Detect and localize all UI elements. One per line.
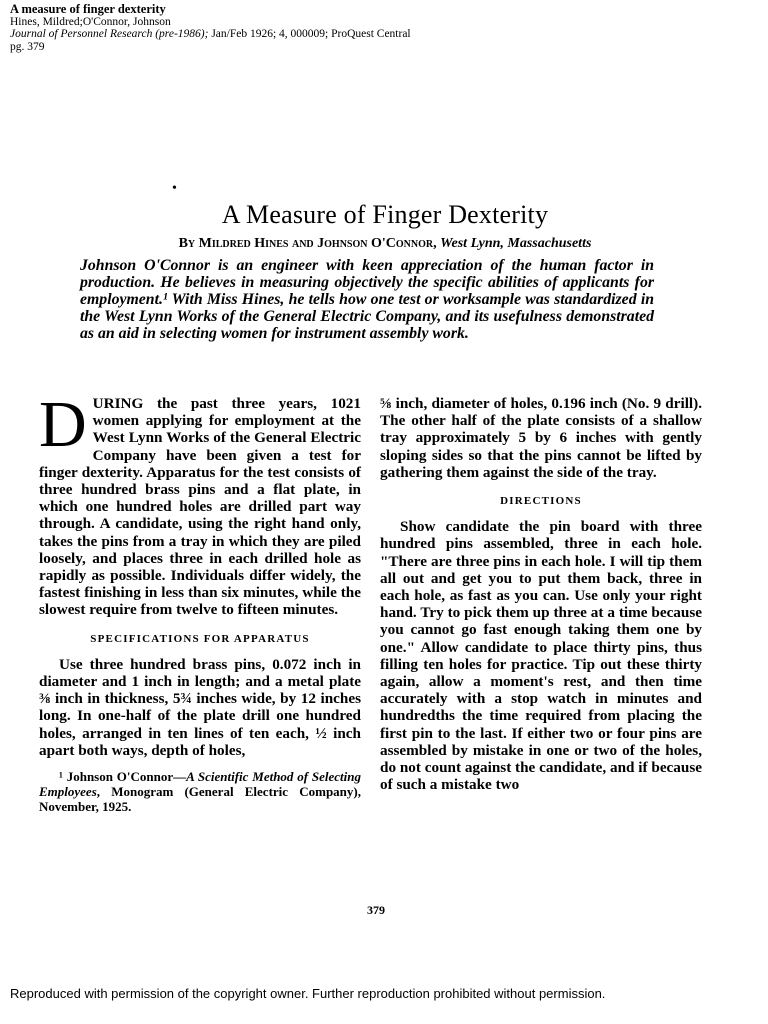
abstract: Johnson O'Connor is an engineer with keen appreciation of the human factor in production. He believes in measuring objectively the specific abilities of applicants for employment.¹ With Miss Hines, he tells how one test or worksample was standardized in the West Lynn Works of the General Electric Company, and its usefulness demonstrated as an aid in selecting women for instrument assembly work.	[80, 257, 654, 342]
byline	[40, 236, 730, 252]
byline-authors: By Mildred Hines and Johnson O'Connor,	[178, 236, 437, 251]
drop-cap: D	[39, 388, 87, 461]
footnote-title: A Scientific Method of Selecting Employees	[39, 769, 361, 800]
permission-footer: Reproduced with permission of the copyright owner. Further reproduction prohibited without permission.	[10, 986, 606, 1001]
footnote	[39, 769, 361, 814]
citation-source	[10, 28, 750, 41]
article-title: A Measure of Finger Dexterity	[221, 200, 549, 229]
paragraph-3: Show candidate the pin board with three hundred pins assembled, three in each hole. "There are three pins in each hole. I will tip them all out and get you to put them back, three in each hole, as fast as you can. Use only your right hand. Try to pick them up three at a time because you cannot go fast enough taking them one by one." Allow candidate to place thirty pins, thus filling ten holes for practice. Tip out these thirty again, allow a moment's rest, and then time accurately with a stop watch in minutes and hundredths the time required from placing the first pin to the last. If either two or four pins are assembled by mistake in one or two of the holes, do not count against the candidate, and if because of such a mistake two	[380, 518, 702, 794]
citation-header	[10, 3, 750, 53]
paragraph-2: Use three hundred brass pins, 0.072 inch in diameter and 1 inch in length; and a metal plate ⅜ inch in thickness, 5¾ inches wide, by 12 inches long. In one-half of the plate drill one hundred holes, arranged in ten lines of ten each, ½ inch apart both ways, depth of holes,	[39, 655, 361, 759]
citation-issue: Jan/Feb 1926; 4, 000009; ProQuest Central	[208, 28, 411, 40]
citation-authors: Hines, Mildred;O'Connor, Johnson	[10, 15, 171, 28]
footnote-lead: ¹ Johnson O'Connor—	[59, 769, 187, 785]
footnote-rest: , Monogram (General Electric Company), November, 1925.	[39, 784, 361, 815]
page-number: 379	[367, 903, 385, 917]
section-heading-directions: DIRECTIONS	[500, 495, 582, 508]
citation-title: A measure of finger dexterity	[10, 2, 166, 16]
paragraph-2-continued: ⅝ inch, diameter of holes, 0.196 inch (No. 9 drill). The other half of the plate consists of a shallow tray approximately 5 by 6 inches with gently sloping sides so that the pins cannot be lifted by gathering them against the side of the tray.	[380, 395, 702, 481]
opening-paragraph	[39, 388, 361, 619]
citation-page: pg. 379	[10, 40, 45, 53]
right-column	[380, 395, 702, 793]
paragraph-1: URING the past three years, 1021 women applying for employment at the West Lynn Works of the General Electric Company have been given a test for finger dexterity. Apparatus for the test consists of three hundred brass pins and a flat plate, in which one hundred holes are drilled part way through. A candidate, using the right hand only, takes the pins from a tray in which they are piled loosely, and places three in each drilled hole as rapidly as possible. Individuals differ widely, the fastest finishing in less than six minutes, while the slowest require from twelve to fifteen minutes.	[39, 395, 361, 619]
speck: •	[172, 181, 177, 196]
citation-journal: Journal of Personnel Research (pre-1986);	[10, 28, 209, 40]
left-column	[39, 388, 361, 815]
section-heading-specifications: SPECIFICATIONS FOR APPARATUS	[90, 632, 310, 645]
byline-place: West Lynn, Massachusetts	[440, 236, 592, 251]
